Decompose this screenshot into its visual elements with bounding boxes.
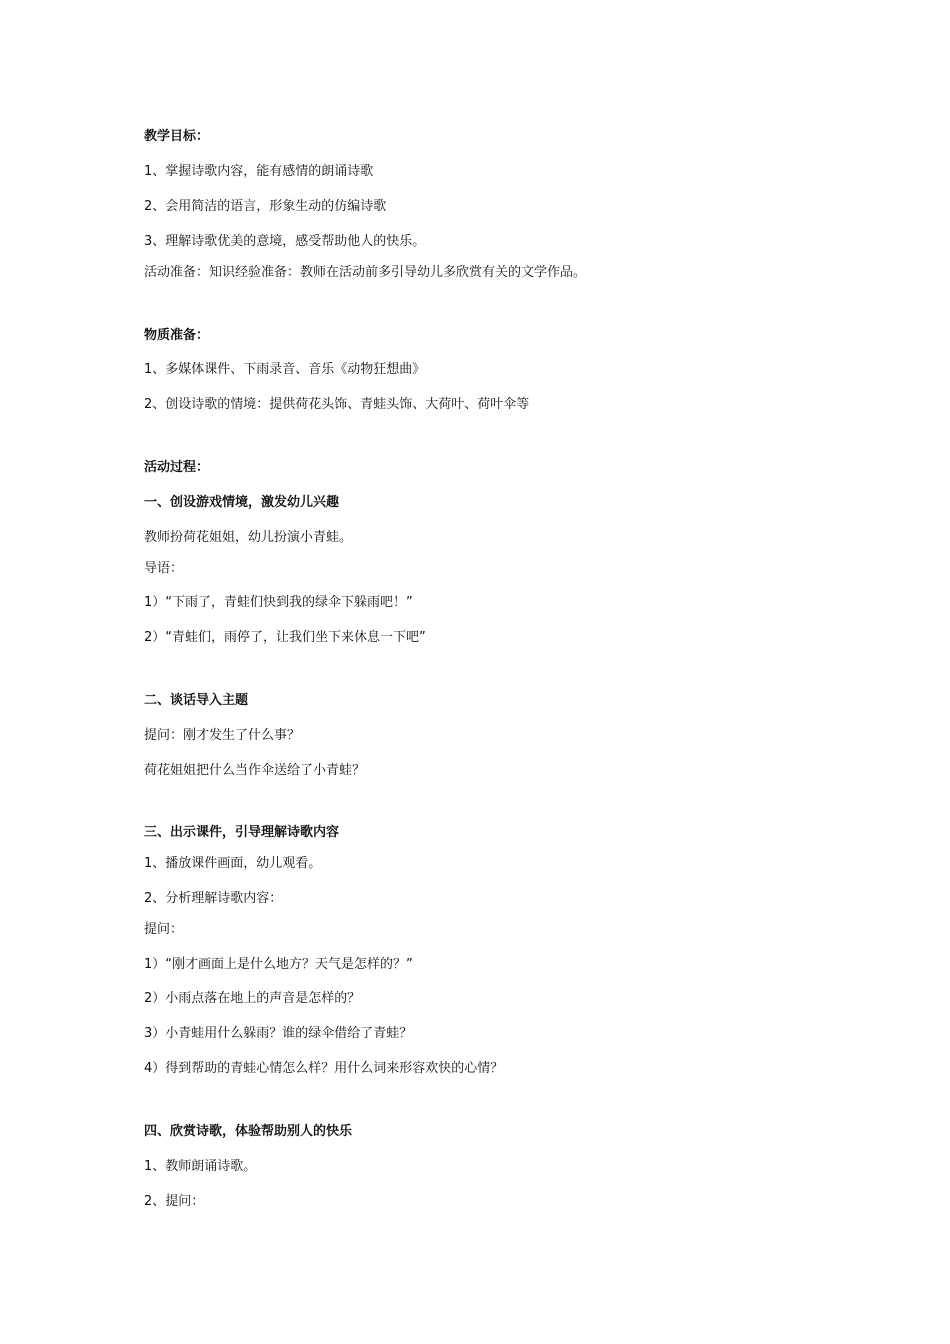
goals-heading: 教学目标： [144, 129, 210, 144]
step-item: 2、提问： [144, 1194, 205, 1209]
ask-label: 提问： [144, 922, 184, 937]
question-item: 4）得到帮助的青蛙心情怎么样？用什么词来形容欢快的心情？ [144, 1061, 504, 1076]
section-title: 四、欣赏诗歌，体验帮助别人的快乐 [144, 1124, 353, 1139]
goal-item: 1、掌握诗歌内容，能有感情的朗诵诗歌 [144, 164, 374, 179]
material-item: 1、多媒体课件、下雨录音、音乐《动物狂想曲》 [144, 362, 426, 377]
question: 荷花姐姐把什么当作伞送给了小青蛙？ [144, 763, 366, 778]
step-item: 1、播放课件画面，幼儿观看。 [144, 856, 322, 871]
section-title: 三、出示课件，引导理解诗歌内容 [144, 825, 340, 840]
question-item: 1）“刚才画面上是什么地方？天气是怎样的？” [144, 957, 413, 972]
step-item: 1、教师朗诵诗歌。 [144, 1159, 257, 1174]
goal-item: 3、理解诗歌优美的意境，感受帮助他人的快乐。 [144, 234, 426, 249]
step-item: 2、分析理解诗歌内容： [144, 891, 283, 906]
question-item: 2）小雨点落在地上的声音是怎样的？ [144, 991, 361, 1006]
guide-item: 2）“青蛙们，雨停了，让我们坐下来休息一下吧” [144, 630, 426, 645]
process-heading: 活动过程： [144, 460, 210, 475]
question: 提问：刚才发生了什么事？ [144, 728, 301, 743]
section-text: 教师扮荷花姐姐，幼儿扮演小青蛙。 [144, 530, 353, 545]
question-item: 3）小青蛙用什么躲雨？谁的绿伞借给了青蛙？ [144, 1026, 413, 1041]
guide-item: 1）“下雨了，青蛙们快到我的绿伞下躲雨吧！” [144, 595, 413, 610]
goal-item: 2、会用简洁的语言，形象生动的仿编诗歌 [144, 199, 387, 214]
activity-prep: 活动准备：知识经验准备：教师在活动前多引导幼儿多欣赏有关的文学作品。 [144, 265, 587, 280]
section-title: 二、谈话导入主题 [144, 693, 249, 708]
material-heading: 物质准备： [144, 328, 210, 343]
section-title: 一、创设游戏情境，激发幼儿兴趣 [144, 495, 340, 510]
material-item: 2、创设诗歌的情境：提供荷花头饰、青蛙头饰、大荷叶、荷叶伞等 [144, 397, 530, 412]
guide-label: 导语： [144, 561, 184, 576]
